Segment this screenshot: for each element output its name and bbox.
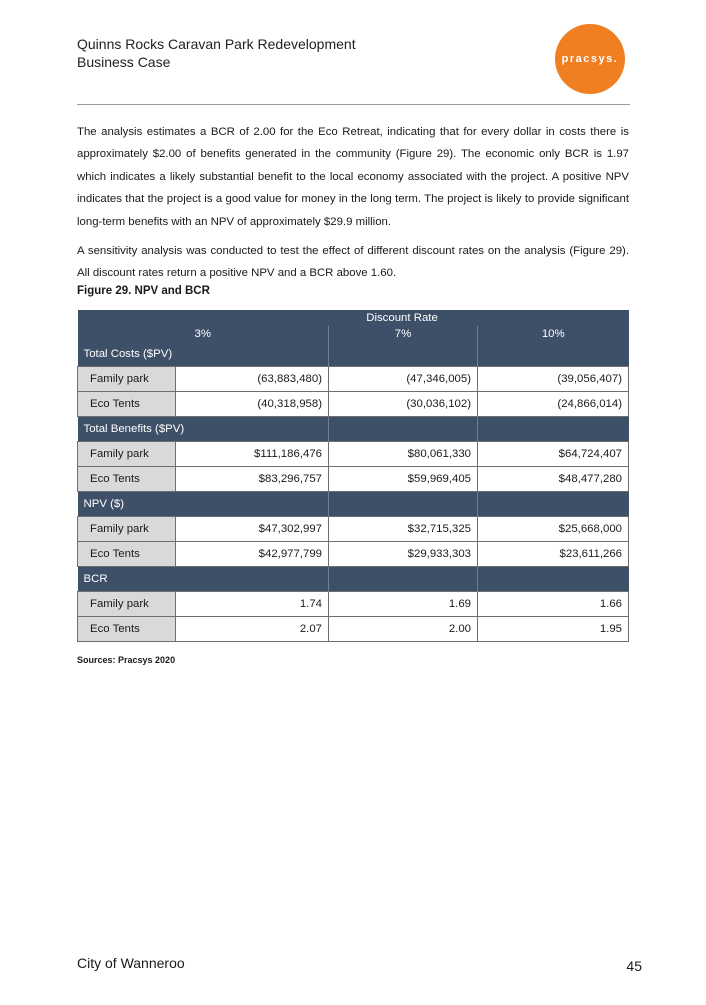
rate-10-header: 10% bbox=[478, 326, 629, 342]
paragraph-sensitivity: A sensitivity analysis was conducted to test the effect of different discount rates on the analysis (Figure 29). All discount rates return a positive NPV and a BCR above 1.60. bbox=[77, 245, 629, 280]
value-cell: $83,296,757 bbox=[176, 467, 329, 492]
value-cell: (24,866,014) bbox=[478, 392, 629, 417]
value-cell: $47,302,997 bbox=[176, 517, 329, 542]
table-row bbox=[78, 517, 629, 542]
section-title: Total Costs ($PV) bbox=[78, 342, 329, 367]
table-row bbox=[78, 617, 629, 642]
document-title: Quinns Rocks Caravan Park Redevelopment bbox=[77, 36, 356, 52]
document-header bbox=[77, 35, 356, 71]
value-cell: 1.95 bbox=[478, 617, 629, 642]
paragraph-bcr-analysis: The analysis estimates a BCR of 2.00 for the Eco Retreat, indicating that for every dollar in costs there is approximately $2.00 of benefits generated in the community (Figure 29). The economic only BCR is 1.97 which indicates a likely substantial benefit to the local economy associated with the project. A positive NPV indicates that the project is a good value for money in the long term. The project is likely to provide significant long-term benefits with an NPV of approximately $29.9 million. bbox=[77, 126, 629, 228]
section-empty-cell bbox=[329, 492, 478, 517]
row-label: Eco Tents bbox=[78, 392, 176, 417]
table-row bbox=[78, 367, 629, 392]
table-row bbox=[78, 592, 629, 617]
section-empty-cell bbox=[478, 342, 629, 367]
discount-rate-header-row bbox=[78, 310, 629, 326]
row-label: Family park bbox=[78, 592, 176, 617]
value-cell: $59,969,405 bbox=[329, 467, 478, 492]
value-cell: (30,036,102) bbox=[329, 392, 478, 417]
section-empty-cell bbox=[478, 492, 629, 517]
document-subtitle: Business Case bbox=[77, 54, 171, 70]
value-cell: 1.69 bbox=[329, 592, 478, 617]
rate-3-header: 3% bbox=[78, 326, 329, 342]
section-empty-cell bbox=[478, 567, 629, 592]
pracsys-logo bbox=[555, 24, 625, 94]
section-empty-cell bbox=[478, 417, 629, 442]
section-title: Total Benefits ($PV) bbox=[78, 417, 329, 442]
section-header-row bbox=[78, 342, 629, 367]
row-label: Eco Tents bbox=[78, 542, 176, 567]
value-cell: $80,061,330 bbox=[329, 442, 478, 467]
figure-source: Sources: Pracsys 2020 bbox=[77, 655, 176, 665]
body-text bbox=[77, 121, 629, 292]
value-cell: (40,318,958) bbox=[176, 392, 329, 417]
value-cell: $42,977,799 bbox=[176, 542, 329, 567]
rate-header-row bbox=[78, 326, 629, 342]
value-cell: $32,715,325 bbox=[329, 517, 478, 542]
value-cell: $23,611,266 bbox=[478, 542, 629, 567]
section-empty-cell bbox=[329, 567, 478, 592]
section-empty-cell bbox=[329, 342, 478, 367]
value-cell: 1.66 bbox=[478, 592, 629, 617]
rate-7-header: 7% bbox=[329, 326, 478, 342]
discount-rate-label: Discount Rate bbox=[176, 310, 629, 326]
value-cell: 1.74 bbox=[176, 592, 329, 617]
page-number: 45 bbox=[626, 958, 642, 974]
section-header-row bbox=[78, 492, 629, 517]
table-row bbox=[78, 467, 629, 492]
table-row bbox=[78, 392, 629, 417]
row-label: Family park bbox=[78, 367, 176, 392]
value-cell: $64,724,407 bbox=[478, 442, 629, 467]
value-cell: (63,883,480) bbox=[176, 367, 329, 392]
value-cell: 2.07 bbox=[176, 617, 329, 642]
npv-bcr-table bbox=[77, 310, 629, 642]
row-label: Eco Tents bbox=[78, 617, 176, 642]
section-title: NPV ($) bbox=[78, 492, 329, 517]
section-header-row bbox=[78, 417, 629, 442]
value-cell: $48,477,280 bbox=[478, 467, 629, 492]
footer-organisation: City of Wanneroo bbox=[77, 955, 185, 971]
section-header-row bbox=[78, 567, 629, 592]
header-divider bbox=[77, 104, 630, 105]
logo-text: pracsys. bbox=[561, 53, 619, 65]
row-label: Eco Tents bbox=[78, 467, 176, 492]
section-title: BCR bbox=[78, 567, 329, 592]
table-row bbox=[78, 442, 629, 467]
row-label: Family park bbox=[78, 442, 176, 467]
value-cell: 2.00 bbox=[329, 617, 478, 642]
value-cell: $29,933,303 bbox=[329, 542, 478, 567]
table-row bbox=[78, 542, 629, 567]
figure-title: Figure 29. NPV and BCR bbox=[77, 285, 210, 297]
value-cell: $111,186,476 bbox=[176, 442, 329, 467]
value-cell: (47,346,005) bbox=[329, 367, 478, 392]
value-cell: (39,056,407) bbox=[478, 367, 629, 392]
section-empty-cell bbox=[329, 417, 478, 442]
value-cell: $25,668,000 bbox=[478, 517, 629, 542]
row-label: Family park bbox=[78, 517, 176, 542]
